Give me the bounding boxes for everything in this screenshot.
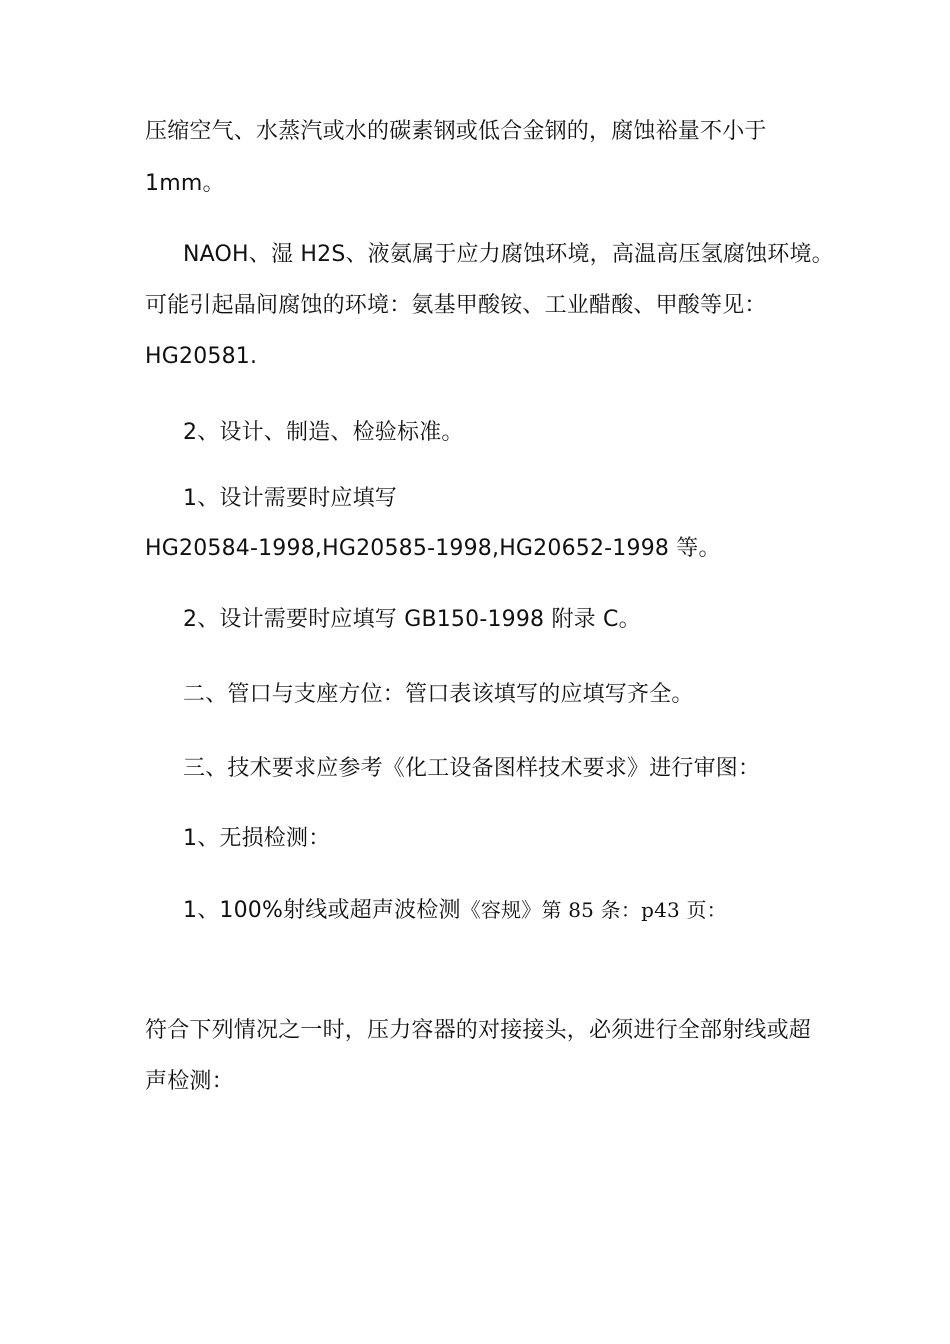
paragraph-line: 2、设计需要时应填写 GB150-1998 附录 C。 [183,607,641,632]
paragraph-text: 1、100%射线或超声波检测 [183,898,461,923]
paragraph-line: 可能引起晶间腐蚀的环境：氨基甲酸铵、工业醋酸、甲酸等见： [145,293,767,318]
paragraph-line: 1、设计需要时应填写 [183,486,397,511]
paragraph-line: HG20581. [145,344,258,369]
section-heading: 三、技术要求应参考《化工设备图样技术要求》进行审图： [183,756,761,781]
paragraph-line: 1mm。 [145,171,225,196]
paragraph-line: NAOH、湿 H2S、液氨属于应力腐蚀环境，高温高压氢腐蚀环境。 [183,242,834,267]
paragraph-line: HG20584-1998,HG20585-1998,HG20652-1998 等。 [145,536,721,561]
section-heading: 二、管口与支座方位：管口表该填写的应填写齐全。 [183,682,694,707]
paragraph-line [183,896,727,925]
paragraph-line: 压缩空气、水蒸汽或水的碳素钢或低合金钢的，腐蚀裕量不小于 [145,119,767,144]
paragraph-line: 符合下列情况之一时，压力容器的对接接头，必须进行全部射线或超 [145,1018,812,1043]
section-heading: 2、设计、制造、检验标准。 [183,420,464,445]
subsection-heading: 1、无损检测： [183,826,331,851]
paragraph-line: 声检测： [145,1069,234,1094]
reference-text: 《容规》第 85 条：p43 页： [460,898,727,922]
